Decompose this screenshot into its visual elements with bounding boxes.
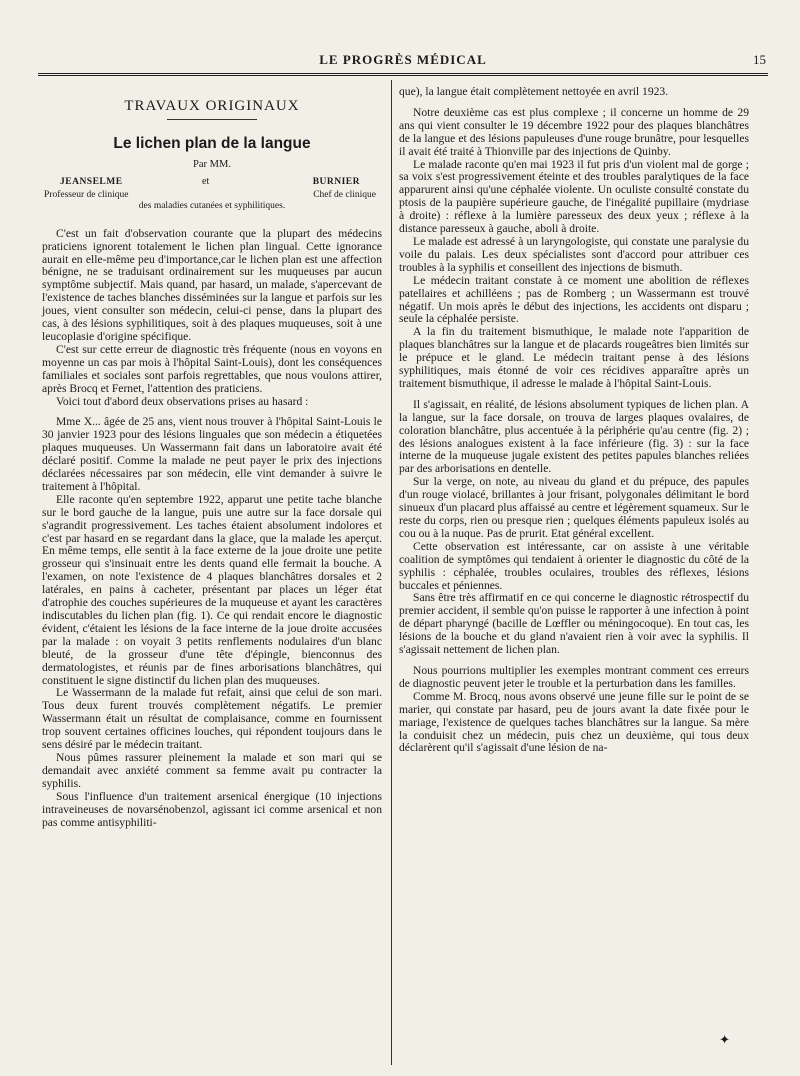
- article-title: Le lichen plan de la langue: [113, 134, 311, 152]
- paragraph: Le médecin traitant constate à ce moment une abolition de réflexes patellaires et achilléens ; pas de Romberg ; un Wassermann est trouvé négatif. Un mois après le début des injections, les accidents ont disparu ; seule la céphalée persiste.: [399, 273, 749, 326]
- paragraph: Voici tout d'abord deux observations prises au hasard :: [56, 394, 309, 408]
- paragraph: Comme M. Brocq, nous avons observé une jeune fille sur le point de se marier, qui constate par hasard, peu de jours avant la date fixée pour le mariage, l'existence de quelques taches blanchâtres sur la langue. Sa mère la conduisit chez un médecin, puis chez un deuxième, qui tous deux déclarèrent qu'il s'agissait d'une lésion de na-: [399, 689, 749, 755]
- paragraph: A la fin du traitement bismuthique, le malade note l'apparition de plaques blanchâtres sur la langue et de placards rougeâtres bien limités sur le prépuce et le gland. Le médecin traitant pense à des lésions syphilitiques, mais étonné de voir ces récidives apparaître après un traitement bismuthique, il adresse le malade à l'hôpital Saint-Louis.: [399, 325, 749, 390]
- right-column: [399, 86, 749, 755]
- section-title: TRAVAUX ORIGINAUX: [124, 98, 300, 114]
- author-conjunction: et: [202, 175, 210, 187]
- journal-title: LE PROGRÈS MÉDICAL: [319, 52, 487, 67]
- authors-block: [42, 175, 382, 211]
- paragraph: Nous pourrions multiplier les exemples montrant comment ces erreurs de diagnostic peuvent jeter le trouble et la perturbation dans les familles.: [399, 663, 749, 690]
- paragraph: Le malade est adressé à un laryngologiste, qui constate une paralysie du voile du palais. Les deux spécialistes sont d'accord pour attribuer ces troubles à la syphilis et conseillent des injections de bismuth.: [399, 234, 749, 274]
- author-burnier: BURNIER: [312, 176, 360, 187]
- paragraph: Sous l'influence d'un traitement arsenical énergique (10 injections intraveineuses de novarsénobenzol, agissant ici comme arsenical et non pas comme antisyphiliti-: [42, 789, 382, 829]
- paragraph: Notre deuxième cas est plus complexe ; il concerne un homme de 29 ans qui vient consulter le 19 décembre 1922 pour des plaques blanchâtres de la langue et des lésions papuleuses d'une rouge brunâtre, pour lesquelles il avait été traité à Thionville par des injections de Quinby.: [399, 105, 749, 158]
- byline: Par MM.: [193, 158, 231, 170]
- end-ornament-icon: ✦: [719, 1032, 730, 1047]
- paragraph: Il s'agissait, en réalité, de lésions absolument typiques de lichen plan. A la langue, sur la face dorsale, on trouva de larges plaques ovalaires, de coloration blanchâtre, plus accentuée à la périphérie qu'au centre (fig. 2) ; des lésions analogues existent à la face inférieure (fig. 3) : sur la face interne de la muqueuse jugale existent des petites papules blanches reliées par des arborisations en dentelle.: [399, 397, 749, 476]
- paragraph: Nous pûmes rassurer pleinement la malade et son mari qui se demandait avec anxiété comment sa femme avait pu contracter la syphilis.: [42, 750, 382, 790]
- author-role-a: Professeur de clinique: [44, 189, 129, 200]
- author-role-shared: des maladies cutanées et syphilitiques.: [138, 200, 286, 211]
- paragraph: Sur la verge, on note, au niveau du gland et du prépuce, des papules d'un rouge violacé, brillantes à jour frisant, polygonales délimitant le bord sinueux d'un placard plus affaissé au centre et légèrement squameux. Sur le reste du corps, rien ou presque rien ; quelques éléments papuleux isolés au cou ou à la nuque. Pas de prurit. Etat général excellent.: [399, 475, 749, 540]
- header-double-rule: [38, 73, 768, 76]
- paragraph: que), la langue était complètement nettoyée en avril 1923.: [399, 85, 669, 98]
- paragraph: C'est sur cette erreur de diagnostic très fréquente (nous en voyons en moyenne un cas par mois à l'hôpital Saint-Louis), dont les conséquences familiales et sociales sont parfois regrettables, que nous voulons attirer, après Brocq et Fernet, l'attention des praticiens.: [42, 342, 382, 395]
- paragraph: Mme X... âgée de 25 ans, vient nous trouver à l'hôpital Saint-Louis le 30 janvier 1923 pour des lésions linguales que son médecin a étiquetées plaques muqueuses. Un Wassermann fait dans un laboratoire avait été déclaré positif. Comme la malade ne peut payer le prix des injections déclarées nécessaires par son médecin, elle vint demander à suivre le traitement à l'hôpital.: [42, 415, 382, 493]
- left-column: [42, 86, 382, 829]
- author-role-b: Chef de clinique: [313, 189, 376, 200]
- page-header: [38, 50, 768, 74]
- column-divider: [391, 80, 392, 1065]
- paragraph: Elle raconte qu'en septembre 1922, apparut une petite tache blanche sur le bord gauche de la langue, puis une autre sur la face dorsale qui s'agrandit progressivement. Les taches étaient absolument indolores et c'est par hasard en se regardant dans la glace, que la malade les aperçut. En même temps, elle sentit à la face externe de la joue droite une petite grosseur qui s'insinuait entre les dents quand elle fermait la bouche. A l'examen, on note l'existence de 4 plaques blanchâtres dorsales et 2 latérales, en pains à cacheter, présentant par places un léger état d'atrophie des couches supérieures de la muqueuse et ayant les caractères indiscutables du lichen plan (fig. 1). Ce qui rendait encore le diagnostic évident, c'étaient les lésions de la face interne de la joue droite accusées par la malade : on voyait 3 petits renflements nodulaires d'un blanc bleuté, de la grosseur d'une tête d'épingle, bienconnus des dermatologistes, et réunis par de fines arborisations blanchâtres, qui constituent le signe distinctif du lichen plan des muqueuses.: [42, 492, 382, 687]
- author-jeanselme: JEANSELME: [60, 176, 123, 187]
- paragraph: C'est un fait d'observation courante que la plupart des médecins praticiens ignorent totalement le lichen plan lingual. Cette ignorance aurait en elle-même peu d'importance,car le lichen plan est une affection bénigne, ne se traduisant ordinairement sur les muqueuses par aucun symptôme subjectif. Mais quand, par hasard, un malade, s'apercevant de l'existence de taches blanches disséminées sur la langue et parfois sur les joues, vient consulter son médecin, celui-ci pense, dans la plupart des cas, à des lésions syphilitiques, soit à des plaques muqueuses, soit à une leucoplasie d'origine spécifique.: [42, 226, 382, 343]
- paragraph: Sans être très affirmatif en ce qui concerne le diagnostic rétrospectif du premier accident, il semble qu'on puisse le rapporter à une infection à point de départ pharyngé (bacille de Lœffler ou méningocoque). En tout cas, les lésions de la bouche et du gland n'avaient rien à voir avec la syphilis. Il s'agissait nettement de lichen plan.: [399, 591, 749, 657]
- paragraph: Le malade raconte qu'en mai 1923 il fut pris d'un violent mal de gorge ; sa voix s'est progressivement éteinte et des troubles paralytiques de la face apparurent ainsi qu'une céphalée violente. Un oculiste consulté constate du ptosis de la paupière supérieure gauche, de l'inégalité pupillaire (mydriase à droite) : réflexe à la lumière paresseux des deux yeux ; réflexe à la distance paresseux à gauche, aboli à droite.: [399, 157, 749, 236]
- section-rule: [167, 119, 257, 120]
- paragraph: Le Wassermann de la malade fut refait, ainsi que celui de son mari. Tous deux furent trouvés complètement négatifs. Le premier Wassermann était un résultat de complaisance, comme en fournissent trop souvent certaines officines louches, qui répondent toujours dans le sens désiré par le médecin traitant.: [42, 686, 382, 752]
- paragraph: Cette observation est intéressante, car on assiste à une véritable coalition de symptômes qui tendaient à orienter le diagnostic du côté de la syphilis : céphalée, troubles oculaires, troubles des réflexes, lésions buccales et péniennes.: [399, 539, 749, 592]
- page-number: 15: [753, 52, 766, 67]
